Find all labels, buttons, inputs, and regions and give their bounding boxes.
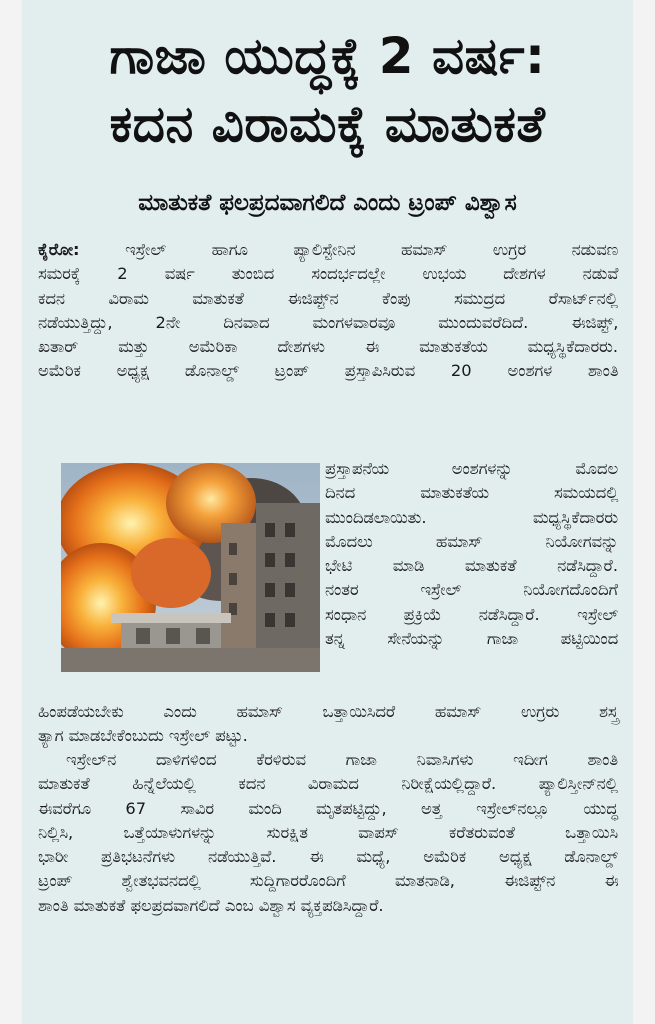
newspaper-clipping xyxy=(22,0,633,1024)
paragraph-1-line: ನಡೆಯುತ್ತಿದ್ದು, 2ನೇ ದಿನವಾದ ಮಂಗಳವಾರವೂ ಮುಂದುವರೆದಿದೆ. ಈಜಿಪ್ಟ್, xyxy=(38,312,619,332)
explosion-image xyxy=(61,463,320,672)
paragraph-1-line: ಅಮೆರಿಕ ಅಧ್ಯಕ್ಷ ಡೊನಾಲ್ಡ್ ಟ್ರಂಪ್ ಪ್ರಸ್ತಾಪಿಸಿರುವ 20 ಅಂಶಗಳ ಶಾಂತಿ xyxy=(38,361,619,381)
paragraph-4-line: ಟ್ರಂಪ್ ಶ್ವೇತಭವನದಲ್ಲಿ ಸುದ್ದಿಗಾರರೊಂದಿಗೆ ಮಾತನಾಡಿ, ಈಜಿಪ್ಟ್‌ನ ಈ xyxy=(38,871,619,891)
paragraph-3-line: ಹಿಂಪಡೆಯಬೇಕು ಎಂದು ಹಮಾಸ್ ಒತ್ತಾಯಿಸಿದರೆ ಹಮಾಸ್ ಉಗ್ರರು ಶಸ್ತ್ರ xyxy=(38,702,619,721)
paragraph-4-line: ಈವರೆಗೂ 67 ಸಾವಿರ ಮಂದಿ ಮೃತಪಟ್ಟಿದ್ದು, ಅತ್ತ ಇಸ್ರೇಲ್‌ನಲ್ಲೂ ಯುದ್ಧ xyxy=(38,798,618,818)
news-photo-explosion xyxy=(61,463,320,672)
paragraph-1-line: ಕದನ ವಿರಾಮ ಮಾತುಕತೆ ಈಜಿಪ್ಟ್‌ನ ಕೆಂಪು ಸಮುದ್ರದ ರೆಸಾರ್ಟ್‌ನಲ್ಲಿ xyxy=(38,288,618,308)
paragraph-3-line: ತ್ಯಾಗ ಮಾಡಬೇಕೆಂಬುದು ಇಸ್ರೇಲ್ ಪಟ್ಟು. xyxy=(38,726,248,746)
dateline: ಕೈರೋ: xyxy=(38,240,80,259)
paragraph-2-line: ತನ್ನ ಸೇನೆಯನ್ನು ಗಾಜಾ ಪಟ್ಟಿಯಿಂದ xyxy=(325,629,619,649)
paragraph-1-line: ಖತಾರ್ ಮತ್ತು ಅಮೆರಿಕಾ ದೇಶಗಳು ಈ ಮಾತುಕತೆಯ ಮಧ್ಯಸ್ಥಿಕೆದಾರರು. xyxy=(38,337,619,357)
paragraph-4-line: ಮಾತುಕತೆ ಹಿನ್ನೆಲೆಯಲ್ಲಿ ಕದನ ವಿರಾಮದ ನಿರೀಕ್ಷೆಯಲ್ಲಿದ್ದಾರೆ. ಪ್ಯಾಲಿಸ್ತೀನ್‌ನಲ್ಲಿ xyxy=(38,774,618,794)
paragraph-4-line: ಇಸ್ರೇಲ್‌ನ ದಾಳಿಗಳಿಂದ ಕೆರಳಿರುವ ಗಾಜಾ ನಿವಾಸಿಗಳು ಇದೀಗ ಶಾಂತಿ xyxy=(66,750,618,769)
paragraph-4-line: ಭಾರೀ ಪ್ರತಿಭಟನೆಗಳು ನಡೆಯುತ್ತಿವೆ. ಈ ಮಧ್ಯೆ, ಅಮೆರಿಕ ಅಧ್ಯಕ್ಷ ಡೊನಾಲ್ಡ್ xyxy=(38,847,619,867)
paragraph-4-line: ಶಾಂತಿ ಮಾತುಕತೆ ಫಲಪ್ರದವಾಗಲಿದೆ ಎಂಬ ವಿಶ್ವಾಸ ವ್ಯಕ್ತಪಡಿಸಿದ್ದಾರೆ. xyxy=(38,895,384,915)
paragraph-2-line: ನಂತರ ಇಸ್ರೇಲ್ ನಿಯೋಗದೊಂದಿಗೆ xyxy=(325,580,618,600)
paragraph-2-line: ದಿನದ ಮಾತುಕತೆಯ ಸಮಯದಲ್ಲಿ xyxy=(325,483,619,503)
paragraph-3 xyxy=(38,700,618,749)
paragraph-4 xyxy=(38,748,618,918)
paragraph-2-line: ಪ್ರಸ್ತಾಪನೆಯ ಅಂಶಗಳನ್ನು ಮೊದಲ xyxy=(325,459,618,478)
paragraph-1-line: ಕೈರೋ: ಇಸ್ರೇಲ್ ಹಾಗೂ ಪ್ಯಾಲಿಸ್ಟೇನಿನ ಹಮಾಸ್ ಉಗ್ರರ ನಡುವಣ xyxy=(38,240,619,259)
headline-line-1: ಗಾಜಾ ಯುದ್ಧಕ್ಕೆ 2 ವರ್ಷ: xyxy=(109,27,546,85)
headline-line-2: ಕದನ ವಿರಾಮಕ್ಕೆ ಮಾತುಕತೆ xyxy=(109,95,546,153)
paragraph-2-line: ಮೊದಲು ಹಮಾಸ್ ನಿಯೋಗವನ್ನು xyxy=(325,531,619,551)
paragraph-4-line: ನಿಲ್ಲಿಸಿ, ಒತ್ತೆಯಾಳುಗಳನ್ನು ಸುರಕ್ಷಿತ ವಾಪಸ್ ಕರೆತರುವಂತೆ ಒತ್ತಾಯಿಸಿ xyxy=(38,822,618,842)
paragraph-2-line: ಸಂಧಾನ ಪ್ರಕ್ರಿಯೆ ನಡೆಸಿದ್ದಾರೆ. ಇಸ್ರೇಲ್ xyxy=(325,604,619,624)
paragraph-2-line: ಭೇಟಿ ಮಾಡಿ ಮಾತುಕತೆ ನಡೆಸಿದ್ದಾರೆ. xyxy=(325,556,618,576)
paragraph-2 xyxy=(325,457,618,651)
subheadline: ಮಾತುಕತೆ ಫಲಪ್ರದವಾಗಲಿದೆ ಎಂದು ಟ್ರಂಪ್ ವಿಶ್ವಾಸ xyxy=(138,190,517,216)
paragraph-2-line: ಮುಂದಿಡಲಾಯಿತು. ಮಧ್ಯಸ್ಥಿಕೆದಾರರು xyxy=(325,507,618,527)
paragraph-1-line: ಸಮರಕ್ಕೆ 2 ವರ್ಷ ತುಂಬಿದ ಸಂದರ್ಭದಲ್ಲೇ ಉಭಯ ದೇಶಗಳ ನಡುವೆ xyxy=(38,264,619,284)
paragraph-1 xyxy=(38,238,618,384)
